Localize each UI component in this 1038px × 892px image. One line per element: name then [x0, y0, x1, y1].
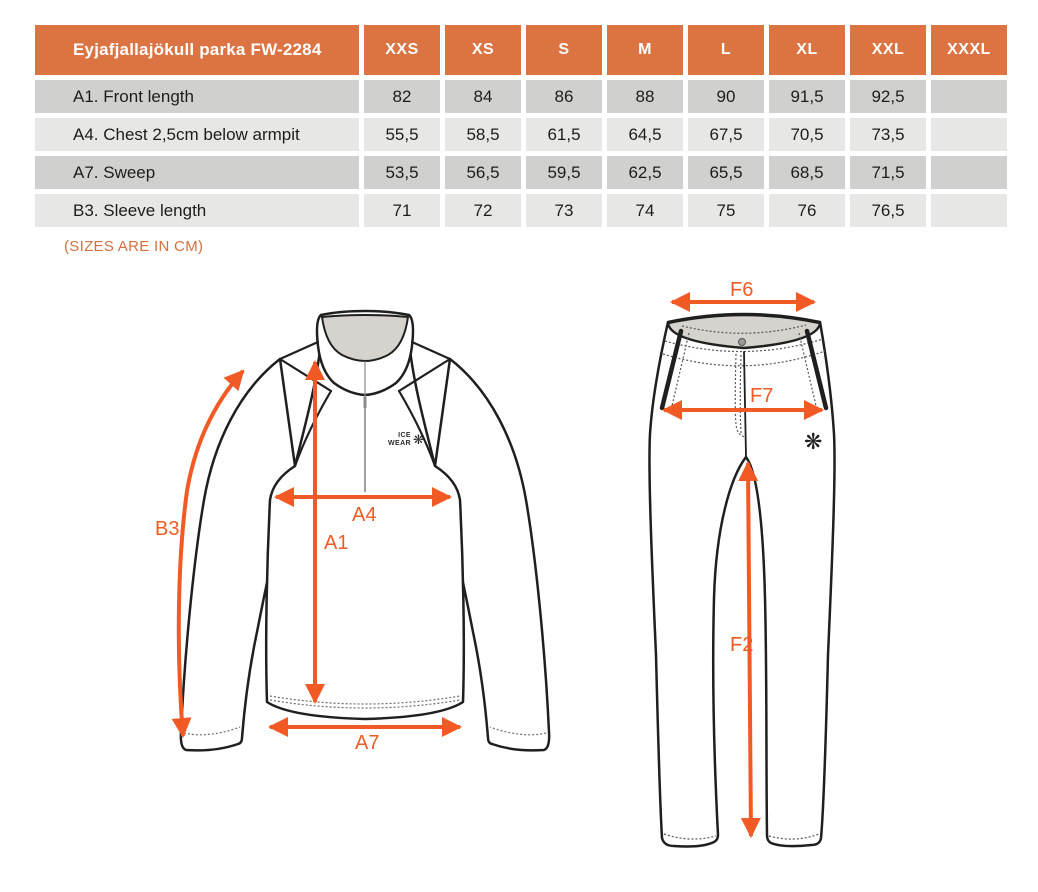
measure-label-a1: A1 — [324, 532, 349, 554]
brand-logo — [388, 432, 424, 447]
size-header-s: S — [526, 25, 602, 75]
units-note: (SIZES ARE IN CM) — [64, 238, 204, 255]
value-cell: 67,5 — [688, 118, 764, 151]
size-header-xxl: XXL — [850, 25, 926, 75]
value-cell — [931, 80, 1007, 113]
value-cell: 90 — [688, 80, 764, 113]
value-cell: 76,5 — [850, 194, 926, 227]
jacket-diagram-svg — [140, 295, 570, 775]
measure-label-b3: B3 — [155, 518, 180, 540]
value-cell: 53,5 — [364, 156, 440, 189]
value-cell — [931, 194, 1007, 227]
brand-logo-line2: WEAR — [388, 439, 411, 447]
value-cell: 58,5 — [445, 118, 521, 151]
value-cell: 75 — [688, 194, 764, 227]
measure-label-a4: A4 — [352, 504, 377, 526]
pants-snowflake-icon: ❋ — [804, 429, 823, 454]
value-cell: 88 — [607, 80, 683, 113]
value-cell: 73,5 — [850, 118, 926, 151]
product-header-cell: Eyjafjallajökull parka FW-2284 — [35, 25, 359, 75]
value-cell — [931, 118, 1007, 151]
value-cell: 82 — [364, 80, 440, 113]
value-cell: 65,5 — [688, 156, 764, 189]
value-cell: 76 — [769, 194, 845, 227]
value-cell: 73 — [526, 194, 602, 227]
size-header-xs: XS — [445, 25, 521, 75]
pants-button — [739, 339, 746, 346]
measure-label-f7: F7 — [750, 385, 774, 407]
size-header-m: M — [607, 25, 683, 75]
measure-label-a7: A7 — [355, 732, 380, 754]
value-cell: 70,5 — [769, 118, 845, 151]
value-cell: 86 — [526, 80, 602, 113]
size-header-xxxl: XXXL — [931, 25, 1007, 75]
value-cell: 61,5 — [526, 118, 602, 151]
value-cell: 55,5 — [364, 118, 440, 151]
value-cell: 74 — [607, 194, 683, 227]
row-label-sleeve-length: B3. Sleeve length — [35, 194, 359, 227]
row-label-front-length: A1. Front length — [35, 80, 359, 113]
value-cell: 68,5 — [769, 156, 845, 189]
value-cell: 91,5 — [769, 80, 845, 113]
snowflake-icon: ❋ — [413, 432, 424, 448]
size-header-l: L — [688, 25, 764, 75]
size-header-xxs: XXS — [364, 25, 440, 75]
brand-logo-line1: ICE — [398, 432, 411, 439]
value-cell: 71,5 — [850, 156, 926, 189]
value-cell: 64,5 — [607, 118, 683, 151]
value-cell — [931, 156, 1007, 189]
pants-diagram-svg — [630, 278, 845, 878]
measure-label-f2: F2 — [730, 634, 754, 656]
value-cell: 59,5 — [526, 156, 602, 189]
row-label-sweep: A7. Sweep — [35, 156, 359, 189]
value-cell: 92,5 — [850, 80, 926, 113]
value-cell: 56,5 — [445, 156, 521, 189]
value-cell: 62,5 — [607, 156, 683, 189]
measure-label-f6: F6 — [730, 279, 754, 301]
value-cell: 71 — [364, 194, 440, 227]
size-header-xl: XL — [769, 25, 845, 75]
value-cell: 84 — [445, 80, 521, 113]
value-cell: 72 — [445, 194, 521, 227]
pants-body — [649, 314, 834, 847]
size-table — [35, 25, 1007, 227]
row-label-chest: A4. Chest 2,5cm below armpit — [35, 118, 359, 151]
